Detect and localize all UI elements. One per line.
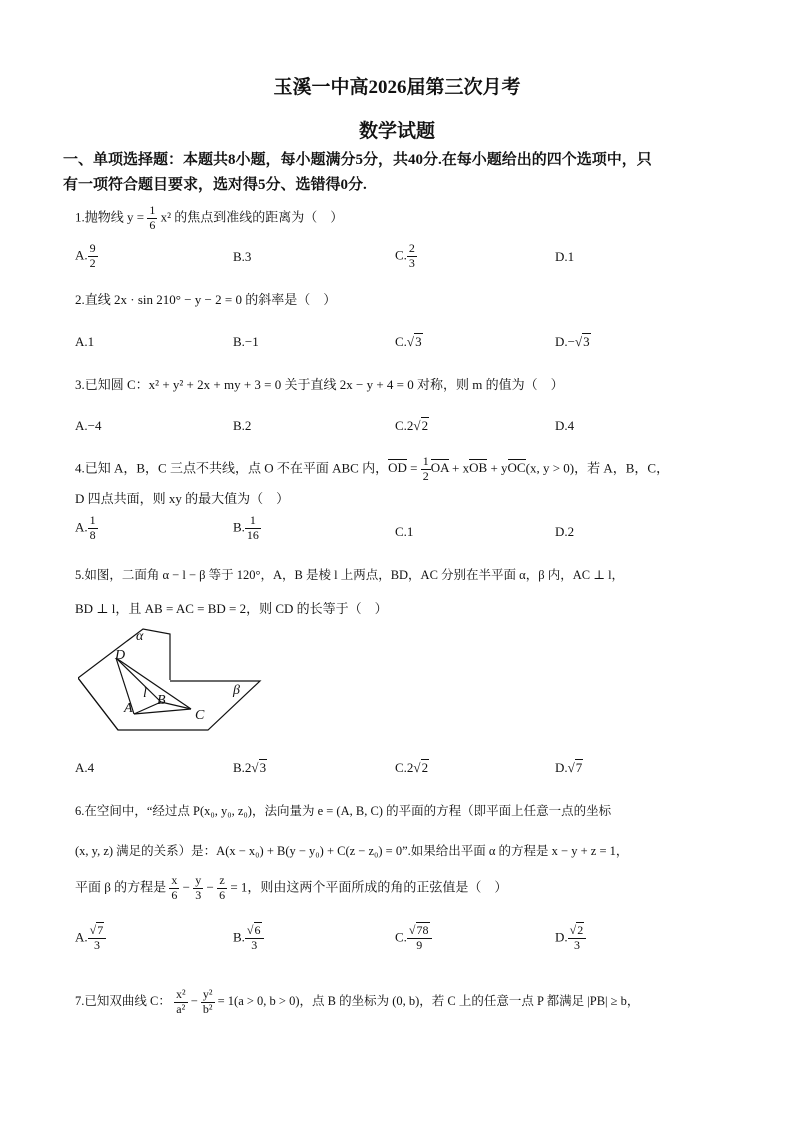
q6-option-d: D. $\frac{√2}{3}$ [555,924,586,953]
q4-option-a: A. $\frac{1}{8}$ [75,513,96,542]
question-4-line1: 4.已知 A，B，C 三点不共线，点 O 不在平面 ABC 内，OD = $\frac{1}{2}$ OA + xOB + yOC(x, y > 0)，若 A，B，C， [75,454,670,483]
vector-oa: OA [430,460,449,476]
q2-option-c: C.√3 [395,334,422,349]
question-1 [75,204,343,233]
question-6-line3: 平面 β 的方程是 $\frac{x}{6}$ − $\frac{y}{3}$ − $\frac{z}{6}$ = 1，则由这两个平面所成的角的正弦值是（ ） [75,873,508,902]
q4-option-d: D.2 [555,524,575,539]
q3-option-b: B.2 [233,418,252,433]
q5-option-c: C.2√2 [395,760,429,775]
q4-option-b: B. $\frac{1}{16}$ [233,513,259,542]
label-D: D [115,648,126,663]
q2-option-b: B.−1 [233,334,259,349]
edge-l [78,678,118,730]
q3-option-d: D.4 [555,418,575,433]
vector-od: OD [388,460,407,476]
question-5-line2: BD ⊥ l，且 AB = AC = BD = 2，则 CD 的长等于（ ） [75,601,388,616]
q1-fraction: $\frac{1}{6}$ [149,203,156,232]
q6-option-c: C. $\frac{√78}{9}$ [395,924,432,953]
q3-option-c: C.2√2 [395,418,429,433]
vector-oc: OC [507,460,526,476]
question-6-line2: (x, y, z) 满足的关系）是：A(x − x₀) + B(y − y₀) + C(z − z₀) = 0”.如果给出平面 α 的方程是 x − y + z = 1， [75,844,629,858]
q1-pre: 1.抛物线 y = [75,209,145,225]
question-3: 3.已知圆 C：x² + y² + 2x + my + 3 = 0 关于直线 2x − y + 4 = 0 对称，则 m 的值为（ ） [75,377,564,392]
q5-option-a: A.4 [75,760,95,775]
page-subtitle: 数学试题 [358,121,435,142]
q1-option-d: D.1 [555,249,575,264]
page-title: 玉溪一中高2026届第三次月考 [273,77,521,98]
section-instructions-line2: 有一项符合题目要求，选对得5分、选错得0分. [63,177,367,193]
question-7: 7.已知双曲线 C： $\frac{\text{x²}}{\text{a²}}$ − $\frac{\text{y²}}{\text{b²}}$ = 1(a > 0, b > 0)，点 B 的坐标为 (0, b)，若 C 上的任意一点 P 都满足 |PB| ≥ b， [75,987,640,1016]
label-B: B [157,693,166,708]
question-6-line1: 6.在空间中，“经过点 P(x₀, y₀, z₀)，法向量为 e = (A, B, C) 的平面的方程（即平面上任意一点的坐标 [75,804,612,818]
label-A: A [124,701,133,716]
q5-option-d: D.√7 [555,760,583,775]
q4-half: $\frac{1}{2}$ [422,454,429,483]
q2-option-d: D.−√3 [555,334,590,349]
q3-option-a: A.−4 [75,418,102,433]
q1-option-a: A. $\frac{9}{2}$ [75,241,96,270]
question-2: 2.直线 2x · sin 210° − y − 2 = 0 的斜率是（ ） [75,292,337,307]
q2-option-a: A.1 [75,334,95,349]
label-C: C [195,708,205,723]
q5-option-b: B.2√3 [233,760,267,775]
vector-ob: OB [469,460,488,476]
q1-option-c: C. $\frac{2}{3}$ [395,241,415,270]
question-4-line2: D 四点共面，则 xy 的最大值为（ ） [75,491,290,506]
q6-option-b: B. $\frac{√6}{3}$ [233,924,264,953]
q1-option-b: B.3 [233,249,252,264]
dihedral-angle-figure [78,624,268,736]
q1-post: x² 的焦点到准线的距离为（ ） [160,209,344,225]
q4-option-c: C.1 [395,524,414,539]
q6-option-a: A. $\frac{√7}{3}$ [75,924,106,953]
label-alpha: α [136,629,144,644]
label-l: l [143,686,147,701]
question-5-line1: 5.如图，二面角 α − l − β 等于 120°，A，B 是棱 l 上两点，BD，AC 分别在半平面 α，β 内，AC ⊥ l， [75,568,625,582]
section-instructions-line1: 一、单项选择题：本题共8小题，每小题满分5分，共40分.在每小题给出的四个选项中，只 [63,152,652,168]
label-beta: β [233,683,240,698]
